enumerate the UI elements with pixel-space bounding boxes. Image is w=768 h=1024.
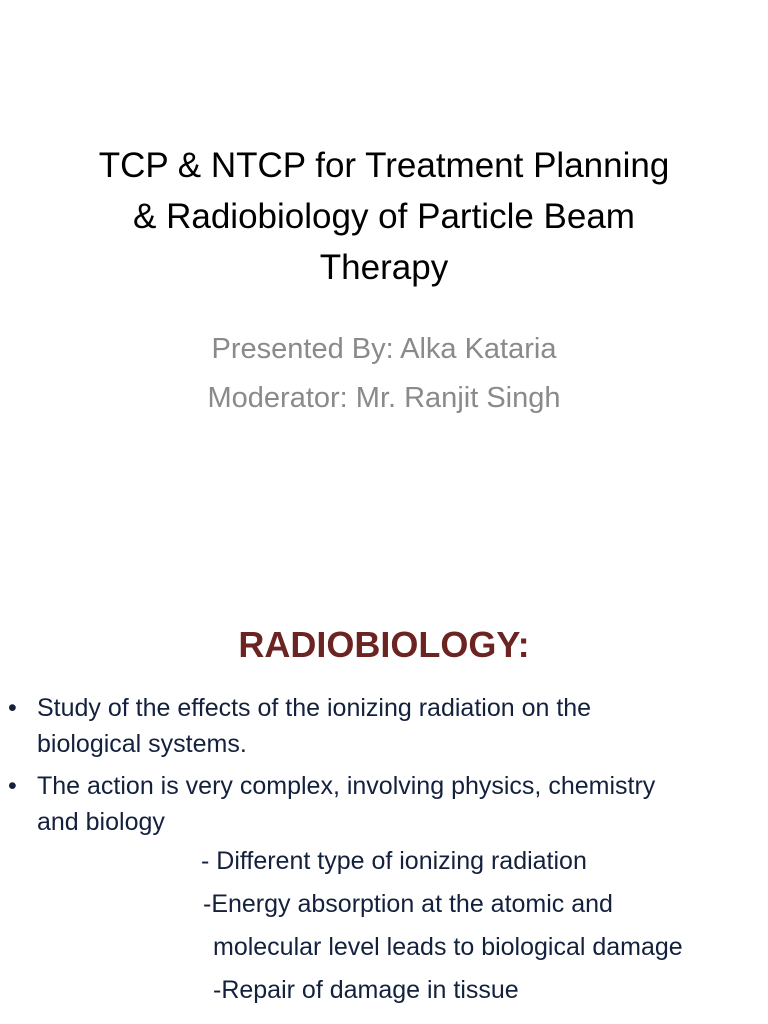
bullet-item [0,690,768,762]
sub-point: -Energy absorption at the atomic and [203,890,613,918]
radiobiology-slide [0,576,768,1024]
moderator-text: Moderator: Mr. Ranjit Singh [207,382,561,414]
sub-point: - Different type of ionizing radiation [201,847,587,875]
presenter-text: Presented By: Alka Kataria [211,333,557,365]
slide-title [40,140,728,293]
slide-title-line: Therapy [319,248,449,287]
bullet-item [0,768,768,840]
sub-point: -Repair of damage in tissue [213,976,519,1004]
bullet-text-line: Study of the effects of the ionizing radiation on the [37,694,592,722]
bullet-dot-icon: • [8,772,17,800]
slide-title-line: & Radiobiology of Particle Beam [133,197,635,236]
sub-point: molecular level leads to biological damage [213,933,683,961]
section-heading: RADIOBIOLOGY: [238,624,530,665]
slide-title-line: TCP & NTCP for Treatment Planning [98,146,670,185]
bullet-text-line: and biology [37,808,165,836]
bullet-text-line: biological systems. [37,730,247,758]
bullet-list [0,690,768,846]
bullet-text-line: The action is very complex, involving physics, chemistry [37,772,656,800]
bullet-dot-icon: • [8,694,17,722]
